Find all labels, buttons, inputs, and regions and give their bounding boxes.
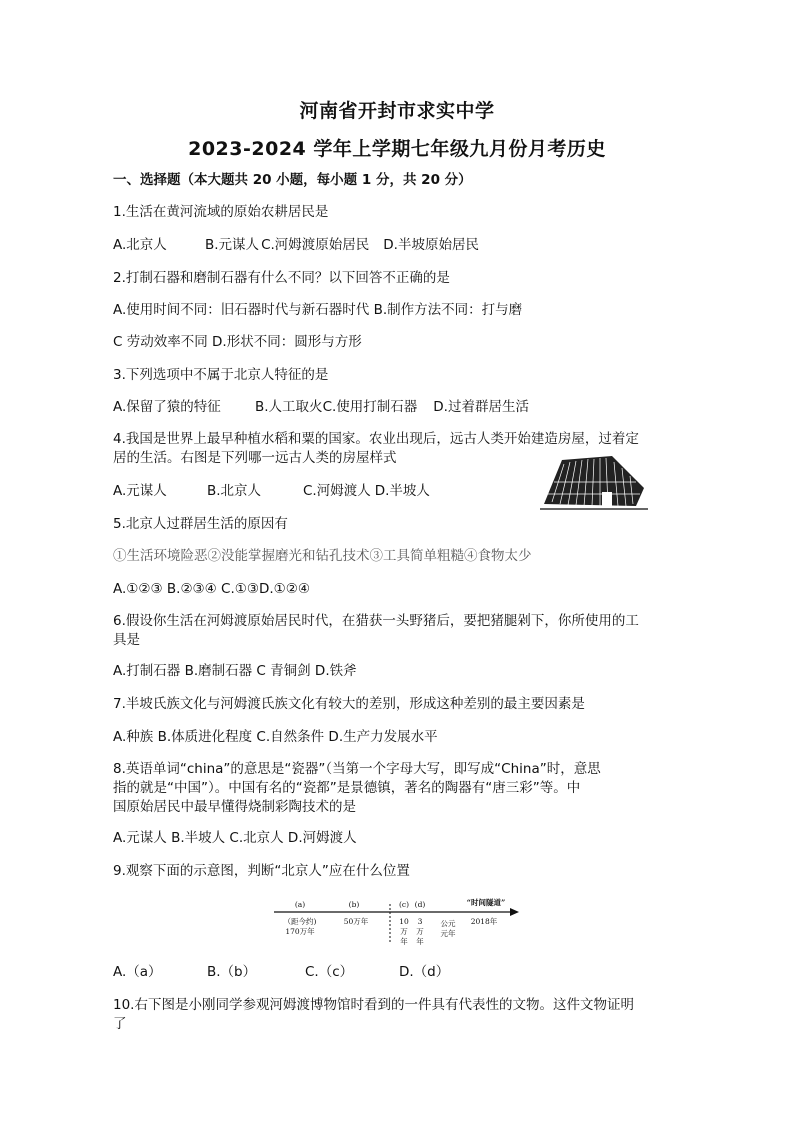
timeline-label-c: (c)	[398, 900, 410, 909]
school-title: 河南省开封市求实中学	[299, 100, 495, 122]
question-7-options: A.种族 B.体质进化程度 C.自然条件 D.生产力发展水平	[113, 729, 438, 745]
question-8-stem-line-2: 指的就是“中国”）。中国有名的“瓷都”是景德镇，著名的陶器有“唐三彩”等。中	[113, 780, 581, 796]
q9-option-d: D.（d）	[399, 964, 450, 980]
timeline-d-line-2: 万	[416, 927, 424, 936]
timeline-c-line-3: 年	[400, 937, 408, 946]
q1-option-d: D.半坡原始居民	[383, 237, 479, 253]
question-2-options-line-1: A.使用时间不同：旧石器时代与新石器时代 B.制作方法不同：打与磨	[113, 302, 523, 318]
question-1-stem: 1.生活在黄河流域的原始农耕居民是	[113, 204, 329, 220]
question-6-options: A.打制石器 B.磨制石器 C 青铜剑 D.铁斧	[113, 663, 357, 679]
question-4-options	[113, 481, 430, 501]
q1-option-b: B.元谋人	[205, 237, 260, 253]
question-1-options	[113, 235, 479, 255]
timeline-2018: 2018年	[470, 917, 498, 926]
timeline-label-a: (a)	[294, 900, 306, 909]
question-6-stem-line-1: 6.假设你生活在河姆渡原始居民时代，在猎获一头野猪后，要把猪腿剁下，你所使用的工	[113, 613, 639, 629]
question-7-stem: 7.半坡氏族文化与河姆渡氏族文化有较大的差别，形成这种差别的最主要因素是	[113, 696, 585, 712]
question-9-options	[113, 962, 449, 982]
q3-option-a: A.保留了猿的特征	[113, 399, 221, 415]
q1-option-a: A.北京人	[113, 237, 167, 253]
q4-option-c: C.河姆渡人	[303, 483, 371, 499]
timeline-label-b: (b)	[348, 900, 360, 909]
q4-option-b: B.北京人	[207, 483, 262, 499]
question-5-items: ①生活环境险恶②没能掌握磨光和钻孔技术③工具简单粗糙④食物太少	[113, 548, 532, 564]
timeline-d-line-3: 年	[416, 937, 424, 946]
question-4-stem-line-1: 4.我国是世界上最早种植水稻和粟的国家。农业出现后，远古人类开始建造房屋，过着定	[113, 431, 639, 447]
question-9-stem: 9.观察下面的示意图，判断“北京人”应在什么位置	[113, 863, 410, 879]
timeline-label-d: (d)	[414, 900, 426, 909]
question-10-stem-line-2: 了	[113, 1016, 127, 1032]
timeline-d-line-1: 3	[417, 917, 423, 926]
time-tunnel-diagram	[272, 896, 522, 956]
timeline-ce-line-2: 元年	[440, 929, 456, 938]
timeline-a-years-line-2: 170万年	[285, 927, 315, 936]
question-2-options-line-2: C 劳动效率不同 D.形状不同：圆形与方形	[113, 334, 362, 350]
question-5-stem: 5.北京人过群居生活的原因有	[113, 516, 288, 532]
timeline-a-years-line-1: （距今约)	[283, 917, 317, 926]
question-10-stem-line-1: 10.右下图是小刚同学参观河姆渡博物馆时看到的一件具有代表性的文物。这件文物证明	[113, 997, 634, 1013]
q4-option-d: D.半坡人	[374, 483, 430, 499]
question-2-stem: 2.打制石器和磨制石器有什么不同？以下回答不正确的是	[113, 270, 450, 286]
timeline-c-line-1: 10	[399, 917, 409, 926]
q9-option-a: A.（a）	[113, 964, 162, 980]
q1-option-c: C.河姆渡原始居民	[261, 237, 370, 253]
thatched-hut-icon	[540, 452, 650, 512]
question-4-stem-line-2: 居的生活。右图是下列哪一远古人类的房屋样式	[113, 450, 397, 466]
question-8-stem-line-3: 国原始居民中最早懂得烧制彩陶技术的是	[113, 799, 356, 815]
q3-option-b: B.人工取火	[255, 399, 323, 415]
q3-option-c: C.使用打制石器	[322, 399, 418, 415]
question-6-stem-line-2: 具是	[113, 632, 140, 648]
question-8-stem-line-1: 8.英语单词“china”的意思是“瓷器”（当第一个字母大写，即写成“China”时，意思	[113, 761, 601, 777]
question-3-options	[113, 397, 529, 417]
timeline-ce-line-1: 公元	[440, 919, 456, 928]
timeline-b-years: 50万年	[343, 917, 369, 926]
section-heading: 一、选择题（本大题共 20 小题，每小题 1 分，共 20 分）	[113, 172, 472, 188]
q3-option-d: D.过着群居生活	[433, 399, 529, 415]
question-3-stem: 3.下列选项中不属于北京人特征的是	[113, 367, 329, 383]
exam-title: 2023-2024 学年上学期七年级九月份月考历史	[188, 138, 606, 160]
timeline-c-line-2: 万	[400, 927, 408, 936]
time-tunnel-label: “时间隧道”	[466, 898, 506, 907]
question-8-options: A.元谋人 B.半坡人 C.北京人 D.河姆渡人	[113, 830, 357, 846]
q4-option-a: A.元谋人	[113, 483, 167, 499]
q9-option-b: B.（b）	[207, 964, 257, 980]
question-5-options: A.①②③ B.②③④ C.①③D.①②④	[113, 581, 310, 597]
q9-option-c: C.（c）	[305, 964, 354, 980]
